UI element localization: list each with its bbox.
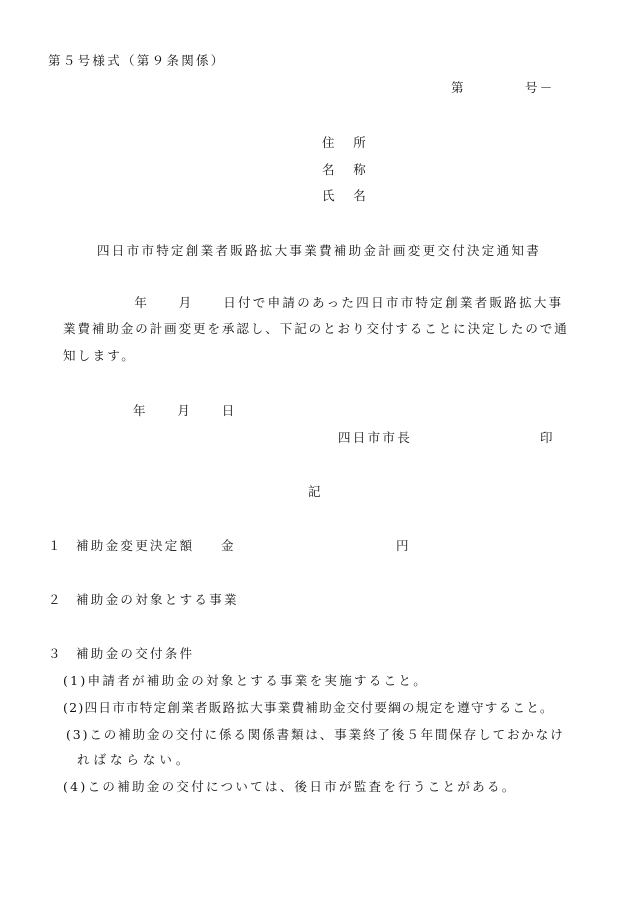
- item-2-number: ２: [48, 592, 63, 607]
- person-name-label: 氏 名: [322, 188, 369, 203]
- item-1-label: 補助金変更決定額: [76, 538, 195, 553]
- item-1-amount-unit: 円: [396, 538, 411, 553]
- item-3-number: ３: [48, 646, 63, 661]
- ki-heading: 記: [308, 484, 321, 499]
- condition-3-continued: れ ば な ら な い 。: [77, 752, 189, 767]
- condition-2: (2)四日市市特定創業者販路拡大事業費補助金交付要綱の規定を遵守すること。: [63, 700, 554, 715]
- body-line-2: 業費補助金の計画変更を承認し、下記のとおり交付することに決定したので通: [63, 321, 569, 336]
- form-label: 第５号様式（第９条関係）: [48, 53, 226, 68]
- issuer-name: 四日市市長: [338, 430, 413, 445]
- name-label: 名 称: [322, 162, 369, 177]
- issue-date: 年 月 日: [133, 403, 237, 418]
- item-3-label: 補助金の交付条件: [76, 646, 195, 661]
- document-number: 第 号－: [451, 80, 555, 95]
- body-line-3: 知します。: [63, 348, 137, 363]
- item-2-label: 補助金の対象とする事業: [76, 592, 239, 607]
- condition-3: (3)この補助金の交付に係る関係書類は、事業終了後５年間保存しておかなけ: [66, 727, 565, 742]
- item-1-number: １: [48, 538, 63, 553]
- body-line-1: 年 月 日付で申請のあった四日市市特定創業者販路拡大事: [90, 295, 564, 310]
- condition-4: (4)この補助金の交付については、後日市が監査を行うことがある。: [63, 779, 517, 794]
- document-title: 四日市市特定創業者販路拡大事業費補助金計画変更交付決定通知書: [97, 243, 542, 258]
- condition-1: (1)申請者が補助金の対象とする事業を実施すること。: [63, 673, 429, 688]
- address-label: 住 所: [322, 135, 369, 150]
- item-1-amount-prefix: 金: [221, 538, 236, 553]
- seal-label: 印: [540, 430, 553, 445]
